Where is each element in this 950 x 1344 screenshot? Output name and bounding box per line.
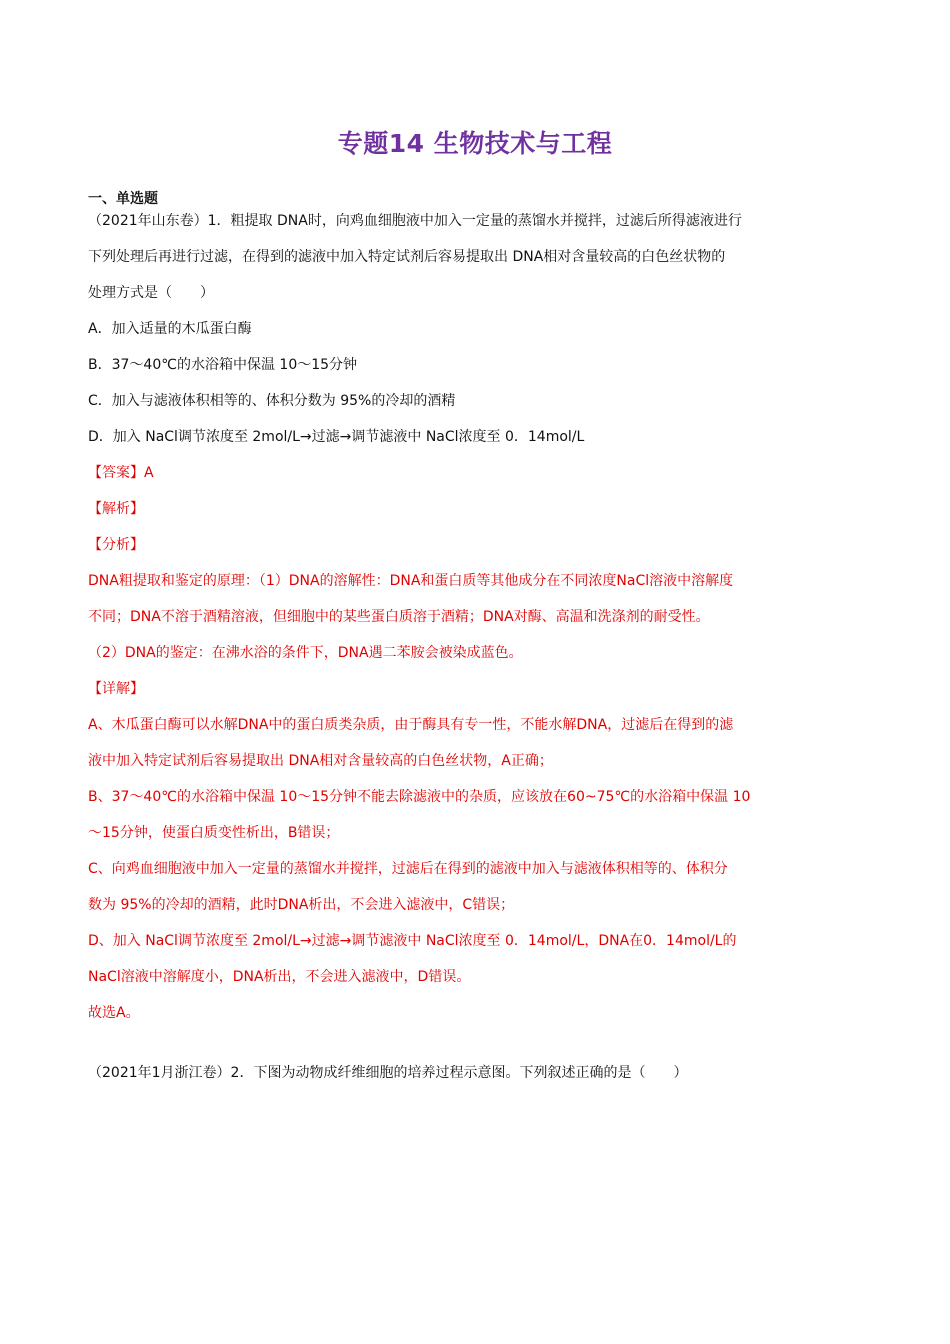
detail-line: 数为 95%的冷却的酒精，此时DNA析出，不会进入滤液中，C错误； — [88, 897, 515, 913]
spacer — [88, 1036, 868, 1060]
q1-option-c: C．加入与滤液体积相等的、体积分数为 95%的冷却的酒精 — [88, 393, 456, 409]
detail-line: A、木瓜蛋白酶可以水解DNA中的蛋白质类杂质，由于酶具有专一性，不能水解DNA，过滤后在得到的滤 — [88, 717, 734, 733]
fenxi-label: 【分析】 — [88, 537, 144, 553]
detail-line: NaCl溶液中溶解度小，DNA析出，不会进入滤液中，D错误。 — [88, 969, 471, 985]
analysis-label: 【解析】 — [88, 501, 144, 517]
q1-stem-line: 处理方式是（ ） — [88, 285, 214, 301]
q1-stem-line: （2021年山东卷）1．粗提取 DNA时，向鸡血细胞液中加入一定量的蒸馏水并搅拌，过滤后所得滤液进行 — [88, 213, 742, 229]
detail-line: B、37～40℃的水浴箱中保温 10～15分钟不能去除滤液中的杂质，应该放在60~75℃的水浴箱中保温 10 — [88, 789, 751, 805]
conclusion: 故选A。 — [88, 1005, 140, 1021]
page-title: 专题14 生物技术与工程 — [337, 129, 613, 158]
q1-option-a: A．加入适量的木瓜蛋白酶 — [88, 321, 252, 337]
fenxi-line: 不同；DNA不溶于酒精溶液，但细胞中的某些蛋白质溶于酒精；DNA对酶、高温和洗涤剂的耐受性。 — [88, 609, 710, 625]
detail-label: 【详解】 — [88, 681, 144, 697]
detail-line: 液中加入特定试剂后容易提取出 DNA相对含量较高的白色丝状物，A正确； — [88, 753, 553, 769]
detail-line: ～15分钟，使蛋白质变性析出，B错误； — [88, 825, 340, 841]
q1-option-d: D．加入 NaCl调节浓度至 2mol/L→过滤→调节滤液中 NaCl浓度至 0．14mol/L — [88, 429, 585, 445]
fenxi-line: （2）DNA的鉴定：在沸水浴的条件下，DNA遇二苯胺会被染成蓝色。 — [88, 645, 523, 661]
q2-stem: （2021年1月浙江卷）2．下图为动物成纤维细胞的培养过程示意图。下列叙述正确的是（ ） — [88, 1065, 688, 1081]
detail-line: C、向鸡血细胞液中加入一定量的蒸馏水并搅拌，过滤后在得到的滤液中加入与滤液体积相等的、体积分 — [88, 861, 728, 877]
q1-stem-line: 下列处理后再进行过滤，在得到的滤液中加入特定试剂后容易提取出 DNA相对含量较高的白色丝状物的 — [88, 249, 726, 265]
section-heading: 一、单选题 — [88, 191, 158, 207]
question-body — [88, 208, 868, 1096]
detail-line: D、加入 NaCl调节浓度至 2mol/L→过滤→调节滤液中 NaCl浓度至 0．14mol/L，DNA在0．14mol/L的 — [88, 933, 737, 949]
q1-option-b: B．37～40℃的水浴箱中保温 10～15分钟 — [88, 357, 358, 373]
answer-label: 【答案】A — [88, 465, 154, 481]
fenxi-line: DNA粗提取和鉴定的原理：（1）DNA的溶解性：DNA和蛋白质等其他成分在不同浓度NaCl溶液中溶解度 — [88, 573, 734, 589]
